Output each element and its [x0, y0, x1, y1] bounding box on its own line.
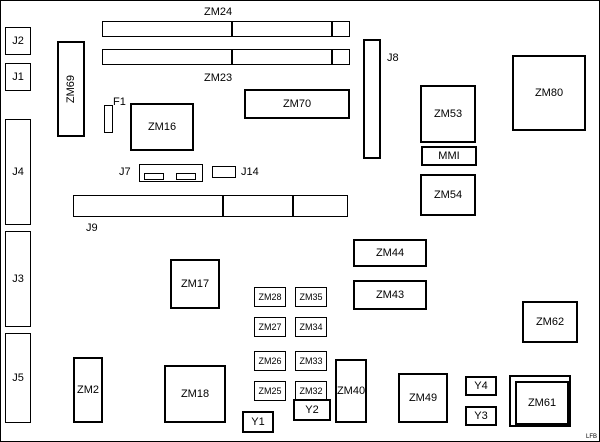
component-zm35[interactable]	[295, 287, 327, 307]
component-mmi[interactable]	[421, 146, 477, 166]
component-y1-label: Y1	[251, 415, 265, 428]
slot-divider	[331, 22, 333, 36]
component-zm61-outer[interactable]	[509, 375, 571, 427]
component-y1[interactable]	[242, 411, 274, 433]
component-zm80[interactable]	[512, 55, 586, 131]
component-zm16[interactable]	[130, 103, 194, 151]
component-zm17-label: ZM17	[180, 277, 210, 290]
component-j3[interactable]	[5, 231, 31, 327]
component-j4-label: J4	[12, 165, 24, 178]
component-y2[interactable]	[293, 399, 331, 421]
component-zm18[interactable]	[164, 365, 226, 423]
component-zm43-label: ZM43	[375, 288, 405, 301]
component-zm40[interactable]	[335, 359, 367, 423]
component-zm2[interactable]	[73, 357, 103, 423]
component-zm27-label: ZM27	[258, 321, 282, 332]
component-j4[interactable]	[5, 119, 31, 225]
component-j1[interactable]	[5, 63, 31, 91]
component-zm2-label: ZM2	[77, 383, 99, 396]
component-y4[interactable]	[465, 376, 497, 396]
component-zm61[interactable]	[515, 381, 569, 425]
component-zm49-label: ZM49	[408, 391, 438, 404]
component-zm18-label: ZM18	[180, 387, 210, 400]
component-j8[interactable]	[363, 39, 381, 159]
component-j8-label: J8	[387, 52, 399, 64]
corner-tag: LFB	[585, 434, 597, 440]
component-zm70[interactable]	[244, 89, 350, 119]
connector-j7-pin-right	[176, 173, 196, 180]
component-f1-label: F1	[113, 96, 126, 108]
connector-j14-label: J14	[241, 166, 259, 178]
component-zm27[interactable]	[254, 317, 286, 337]
component-zm70-label: ZM70	[282, 97, 312, 110]
slot-divider	[292, 196, 294, 216]
slot-zm24-label: ZM24	[204, 6, 233, 18]
connector-j7-pin-left	[144, 173, 164, 180]
component-mmi-label: MMI	[438, 149, 460, 162]
component-zm32[interactable]	[295, 381, 327, 401]
component-zm33-label: ZM33	[299, 355, 323, 366]
slot-j9[interactable]	[73, 195, 348, 217]
component-y3-label: Y3	[474, 409, 488, 422]
component-zm25[interactable]	[254, 381, 286, 401]
connector-j7-label: J7	[119, 166, 131, 178]
component-zm49[interactable]	[398, 373, 448, 423]
component-zm53[interactable]	[420, 85, 476, 143]
component-zm43[interactable]	[353, 280, 427, 310]
component-j3-label: J3	[12, 272, 24, 285]
component-zm34[interactable]	[295, 317, 327, 337]
component-zm34-label: ZM34	[299, 321, 323, 332]
component-zm69-label: ZM69	[64, 74, 77, 104]
component-f1[interactable]	[104, 105, 113, 133]
component-zm44-label: ZM44	[375, 246, 405, 259]
component-zm54[interactable]	[420, 174, 476, 216]
component-zm16-label: ZM16	[147, 120, 177, 133]
component-j5[interactable]	[5, 333, 31, 423]
component-zm44[interactable]	[353, 239, 427, 267]
component-zm54-label: ZM54	[433, 188, 463, 201]
slot-zm23[interactable]	[102, 49, 350, 65]
component-zm80-label: ZM80	[534, 86, 564, 99]
slot-zm24[interactable]	[102, 21, 350, 37]
component-zm25-label: ZM25	[258, 385, 282, 396]
slot-zm23-label: ZM23	[204, 72, 233, 84]
component-y2-label: Y2	[305, 403, 319, 416]
component-zm26-label: ZM26	[258, 355, 282, 366]
connector-j7[interactable]	[139, 164, 203, 182]
connector-j14[interactable]	[212, 166, 236, 178]
component-zm35-label: ZM35	[299, 291, 323, 302]
slot-divider	[231, 22, 233, 36]
component-zm33[interactable]	[295, 351, 327, 371]
slot-divider	[331, 50, 333, 64]
component-y3[interactable]	[465, 406, 497, 426]
component-zm53-label: ZM53	[433, 107, 463, 120]
component-zm26[interactable]	[254, 351, 286, 371]
component-zm61-label: ZM61	[527, 396, 557, 409]
component-zm62-label: ZM62	[535, 315, 565, 328]
component-zm28-label: ZM28	[258, 291, 282, 302]
component-zm32-label: ZM32	[299, 385, 323, 396]
component-zm69[interactable]	[57, 41, 85, 137]
component-zm17[interactable]	[170, 259, 220, 309]
slot-divider	[222, 196, 224, 216]
component-j5-label: J5	[12, 371, 24, 384]
component-j1-label: J1	[12, 70, 24, 83]
component-zm62[interactable]	[522, 301, 578, 343]
component-zm28[interactable]	[254, 287, 286, 307]
slot-divider	[231, 50, 233, 64]
component-y4-label: Y4	[474, 379, 488, 392]
component-j2-label: J2	[12, 34, 24, 47]
component-j2[interactable]	[5, 27, 31, 55]
component-zm40-label: ZM40	[336, 384, 366, 397]
slot-j9-label: J9	[86, 222, 98, 234]
